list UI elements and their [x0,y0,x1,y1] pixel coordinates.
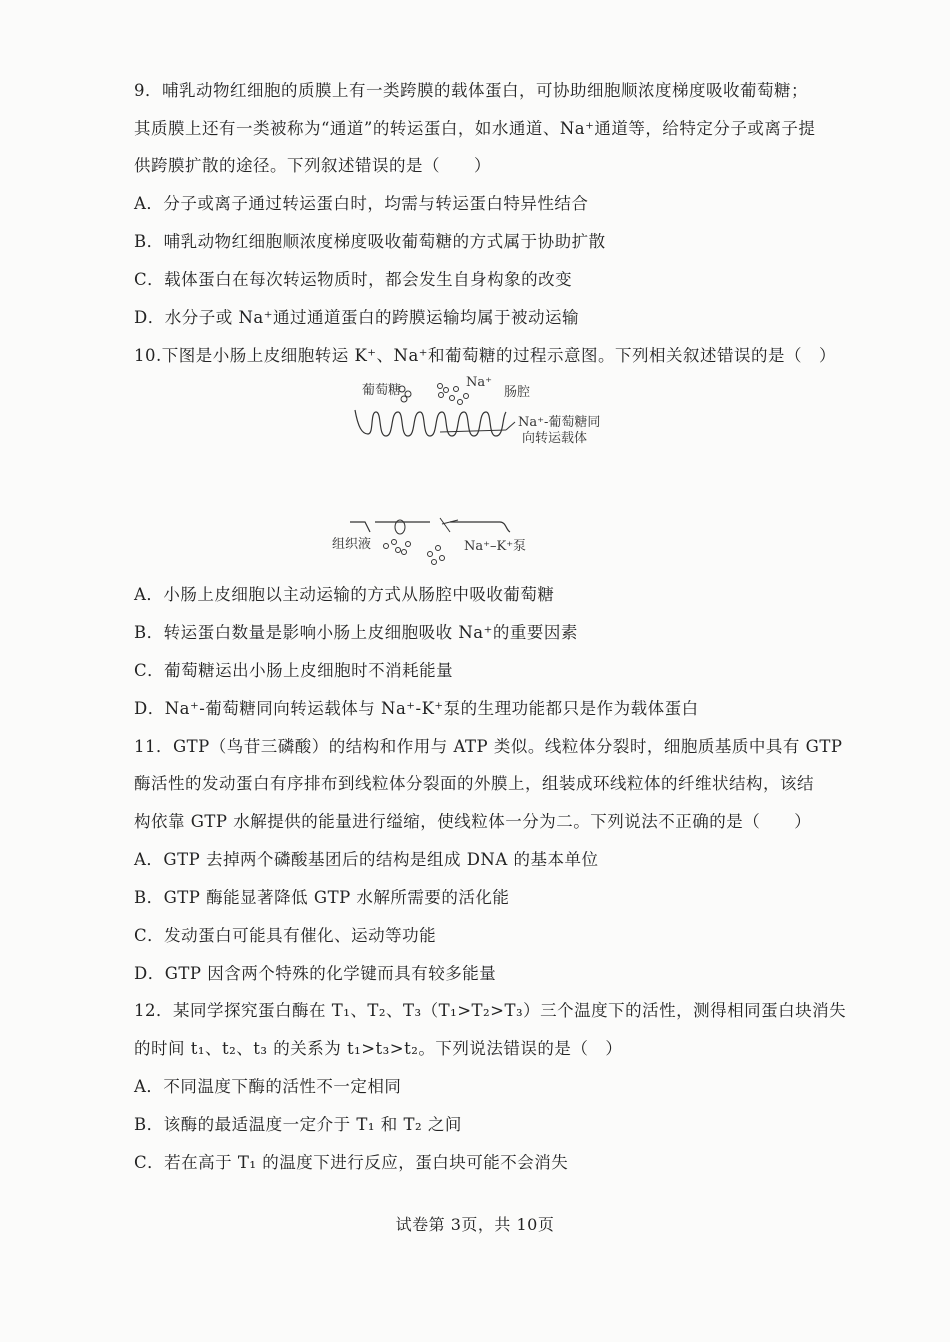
diagram-label-carrier-1: Na⁺-葡萄糖同 [518,415,601,430]
diagram-label-na: Na⁺ [466,375,492,390]
page-footer: 试卷第 3页，共 10页 [395,1215,555,1234]
basal-membrane [350,522,510,532]
carrier-pointer-line [440,430,506,432]
diagram-label-carrier-2: 向转运载体 [522,431,588,446]
q11-option-d: D．GTP 因含两个特殊的化学键而具有较多能量 [134,964,497,983]
q11-option-c: C．发动蛋白可能具有催化、运动等功能 [134,926,437,945]
q9-option-c: C．载体蛋白在每次转运物质时，都会发生自身构象的改变 [134,270,573,289]
q10-transport-diagram [320,372,630,572]
glucose-released-icon [384,540,445,565]
q9-option-d: D．水分子或 Na⁺通过通道蛋白的跨膜运输均属于被动运输 [134,308,579,327]
q10-option-c: C．葡萄糖运出小肠上皮细胞时不消耗能量 [134,661,454,680]
q12-option-c: C．若在高于 T₁ 的温度下进行反应，蛋白块可能不会消失 [134,1153,569,1172]
diagram-label-lumen: 肠腔 [504,385,531,400]
diagram-label-tissue-fluid: 组织液 [332,537,372,552]
q9-stem-line3: 供跨膜扩散的途径。下列叙述错误的是（ ） [134,156,491,175]
q11-stem-line3: 构依靠 GTP 水解提供的能量进行缢缩，使线粒体一分为二。下列说法不正确的是（ ） [134,812,812,831]
q9-stem-line1: 9．哺乳动物红细胞的质膜上有一类跨膜的载体蛋白，可协助细胞顺浓度梯度吸收葡萄糖； [134,81,808,100]
q12-stem-line1: 12．某同学探究蛋白酶在 T₁、T₂、T₃（T₁>T₂>T₃）三个温度下的活性，测得相同蛋白块消失 [134,1001,847,1020]
q11-option-a: A．GTP 去掉两个磷酸基团后的结构是组成 DNA 的基本单位 [134,850,599,869]
q11-option-b: B．GTP 酶能显著降低 GTP 水解所需要的活化能 [134,888,510,907]
q10-option-d: D．Na⁺-葡萄糖同向转运载体与 Na⁺-K⁺泵的生理功能都只是作为载体蛋白 [134,699,699,718]
q9-option-b: B．哺乳动物红细胞顺浓度梯度吸收葡萄糖的方式属于协助扩散 [134,232,606,251]
pump-icon [440,518,450,532]
q9-option-a: A．分子或离子通过转运蛋白时，均需与转运蛋白特异性结合 [134,194,589,213]
q12-option-a: A．不同温度下酶的活性不一定相同 [134,1077,402,1096]
q11-stem-line1: 11．GTP（鸟苷三磷酸）的结构和作用与 ATP 类似。线粒体分裂时，细胞质基质中具有 GTP [134,737,843,756]
q10-stem: 10.下图是小肠上皮细胞转运 K⁺、Na⁺和葡萄糖的过程示意图。下列相关叙述错误的是（ ） [134,346,837,365]
q11-stem-line2: 酶活性的发动蛋白有序排布到线粒体分裂面的外膜上，组装成环线粒体的纤维状结构，该结 [134,774,814,793]
q9-stem-line2: 其质膜上还有一类被称为“通道”的转运蛋白，如水通道、Na⁺通道等，给特定分子或离子提 [134,119,816,138]
glucose-molecules-icon [399,384,469,405]
q10-option-a: A．小肠上皮细胞以主动运输的方式从肠腔中吸收葡萄糖 [134,585,555,604]
q12-stem-line2: 的时间 t₁、t₂、t₃ 的关系为 t₁>t₃>t₂。下列说法错误的是（ ） [134,1039,623,1058]
diagram-label-glucose: 葡萄糖 [362,383,402,398]
q12-option-b: B．该酶的最适温度一定介于 T₁ 和 T₂ 之间 [134,1115,462,1134]
q10-option-b: B．转运蛋白数量是影响小肠上皮细胞吸收 Na⁺的重要因素 [134,623,578,642]
diagram-label-pump: Na⁺–K⁺泵 [464,539,527,554]
microvilli-membrane [355,410,506,436]
